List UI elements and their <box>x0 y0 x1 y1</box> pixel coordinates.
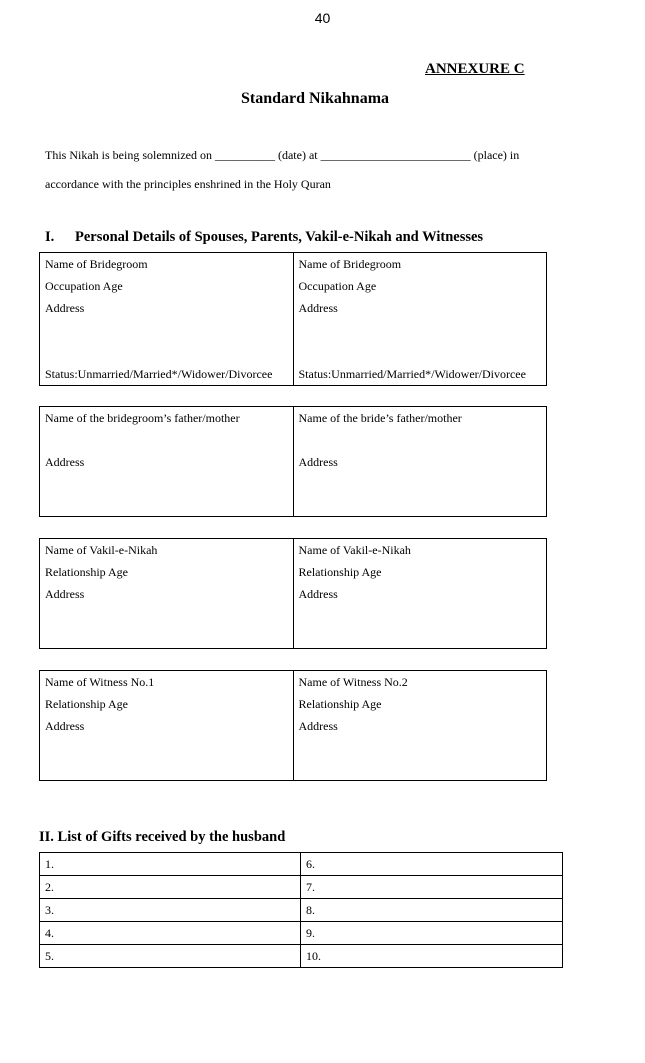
gift-cell: 7. <box>301 876 563 899</box>
page-number: 40 <box>314 10 331 26</box>
bridegroom-name-label: Name of Bridegroom <box>298 257 402 271</box>
address-label: Address <box>298 455 338 469</box>
spouse-cell-right <box>293 253 547 386</box>
status-label: Status:Unmarried/Married*/Widower/Divorcee <box>45 367 273 381</box>
address-label: Address <box>45 719 85 733</box>
table-row <box>40 945 563 968</box>
vakil-cell-right <box>293 539 547 649</box>
spouse-cell-left <box>40 253 294 386</box>
spouses-table <box>39 252 547 386</box>
address-label: Address <box>45 301 85 315</box>
bridegroom-name-label: Name of Bridegroom <box>45 257 148 271</box>
section-1-title: Personal Details of Spouses, Parents, Vakil-e-Nikah and Witnesses <box>75 229 484 245</box>
section-1-number: I. <box>45 229 55 245</box>
bride-parent-label: Name of the bride’s father/mother <box>298 411 462 425</box>
vakil-cell-left <box>40 539 294 649</box>
address-label: Address <box>298 719 338 733</box>
table-row <box>40 853 563 876</box>
status-label: Status:Unmarried/Married*/Widower/Divorcee <box>298 367 526 381</box>
table-row <box>40 922 563 945</box>
table-row <box>40 899 563 922</box>
gift-cell: 2. <box>40 876 301 899</box>
address-label: Address <box>298 587 338 601</box>
vakil-name-label: Name of Vakil-e-Nikah <box>298 543 411 557</box>
vakil-table <box>39 538 547 649</box>
parents-table <box>39 406 547 517</box>
witnesses-table <box>39 670 547 781</box>
occupation-age-label: Occupation Age <box>45 279 123 293</box>
address-label: Address <box>45 587 85 601</box>
parent-cell-right <box>293 407 547 517</box>
address-label: Address <box>298 301 338 315</box>
gift-cell: 5. <box>40 945 301 968</box>
groom-parent-label: Name of the bridegroom’s father/mother <box>45 411 240 425</box>
gift-cell: 1. <box>40 853 301 876</box>
section-1-heading <box>45 229 483 246</box>
gift-cell: 10. <box>301 945 563 968</box>
occupation-age-label: Occupation Age <box>298 279 377 293</box>
witness-cell-right <box>293 671 547 781</box>
gift-cell: 4. <box>40 922 301 945</box>
relationship-age-label: Relationship Age <box>298 565 382 579</box>
relationship-age-label: Relationship Age <box>45 697 128 711</box>
witness-2-name-label: Name of Witness No.2 <box>298 675 408 689</box>
vakil-name-label: Name of Vakil-e-Nikah <box>45 543 158 557</box>
witness-1-name-label: Name of Witness No.1 <box>45 675 155 689</box>
table-row <box>40 876 563 899</box>
document-title: Standard Nikahnama <box>240 90 390 107</box>
gift-cell: 6. <box>301 853 563 876</box>
relationship-age-label: Relationship Age <box>298 697 382 711</box>
gift-cell: 3. <box>40 899 301 922</box>
intro-line-1: This Nikah is being solemnized on __________ (date) at _________________________ (place) in <box>45 148 520 162</box>
address-label: Address <box>45 455 85 469</box>
gift-cell: 8. <box>301 899 563 922</box>
witness-cell-left <box>40 671 294 781</box>
annexure-label: ANNEXURE C <box>425 61 525 77</box>
section-2-heading: II. List of Gifts received by the husband <box>39 829 286 845</box>
intro-line-2: accordance with the principles enshrined in the Holy Quran <box>45 177 331 191</box>
relationship-age-label: Relationship Age <box>45 565 128 579</box>
parent-cell-left <box>40 407 294 517</box>
gifts-table <box>39 852 563 968</box>
gift-cell: 9. <box>301 922 563 945</box>
